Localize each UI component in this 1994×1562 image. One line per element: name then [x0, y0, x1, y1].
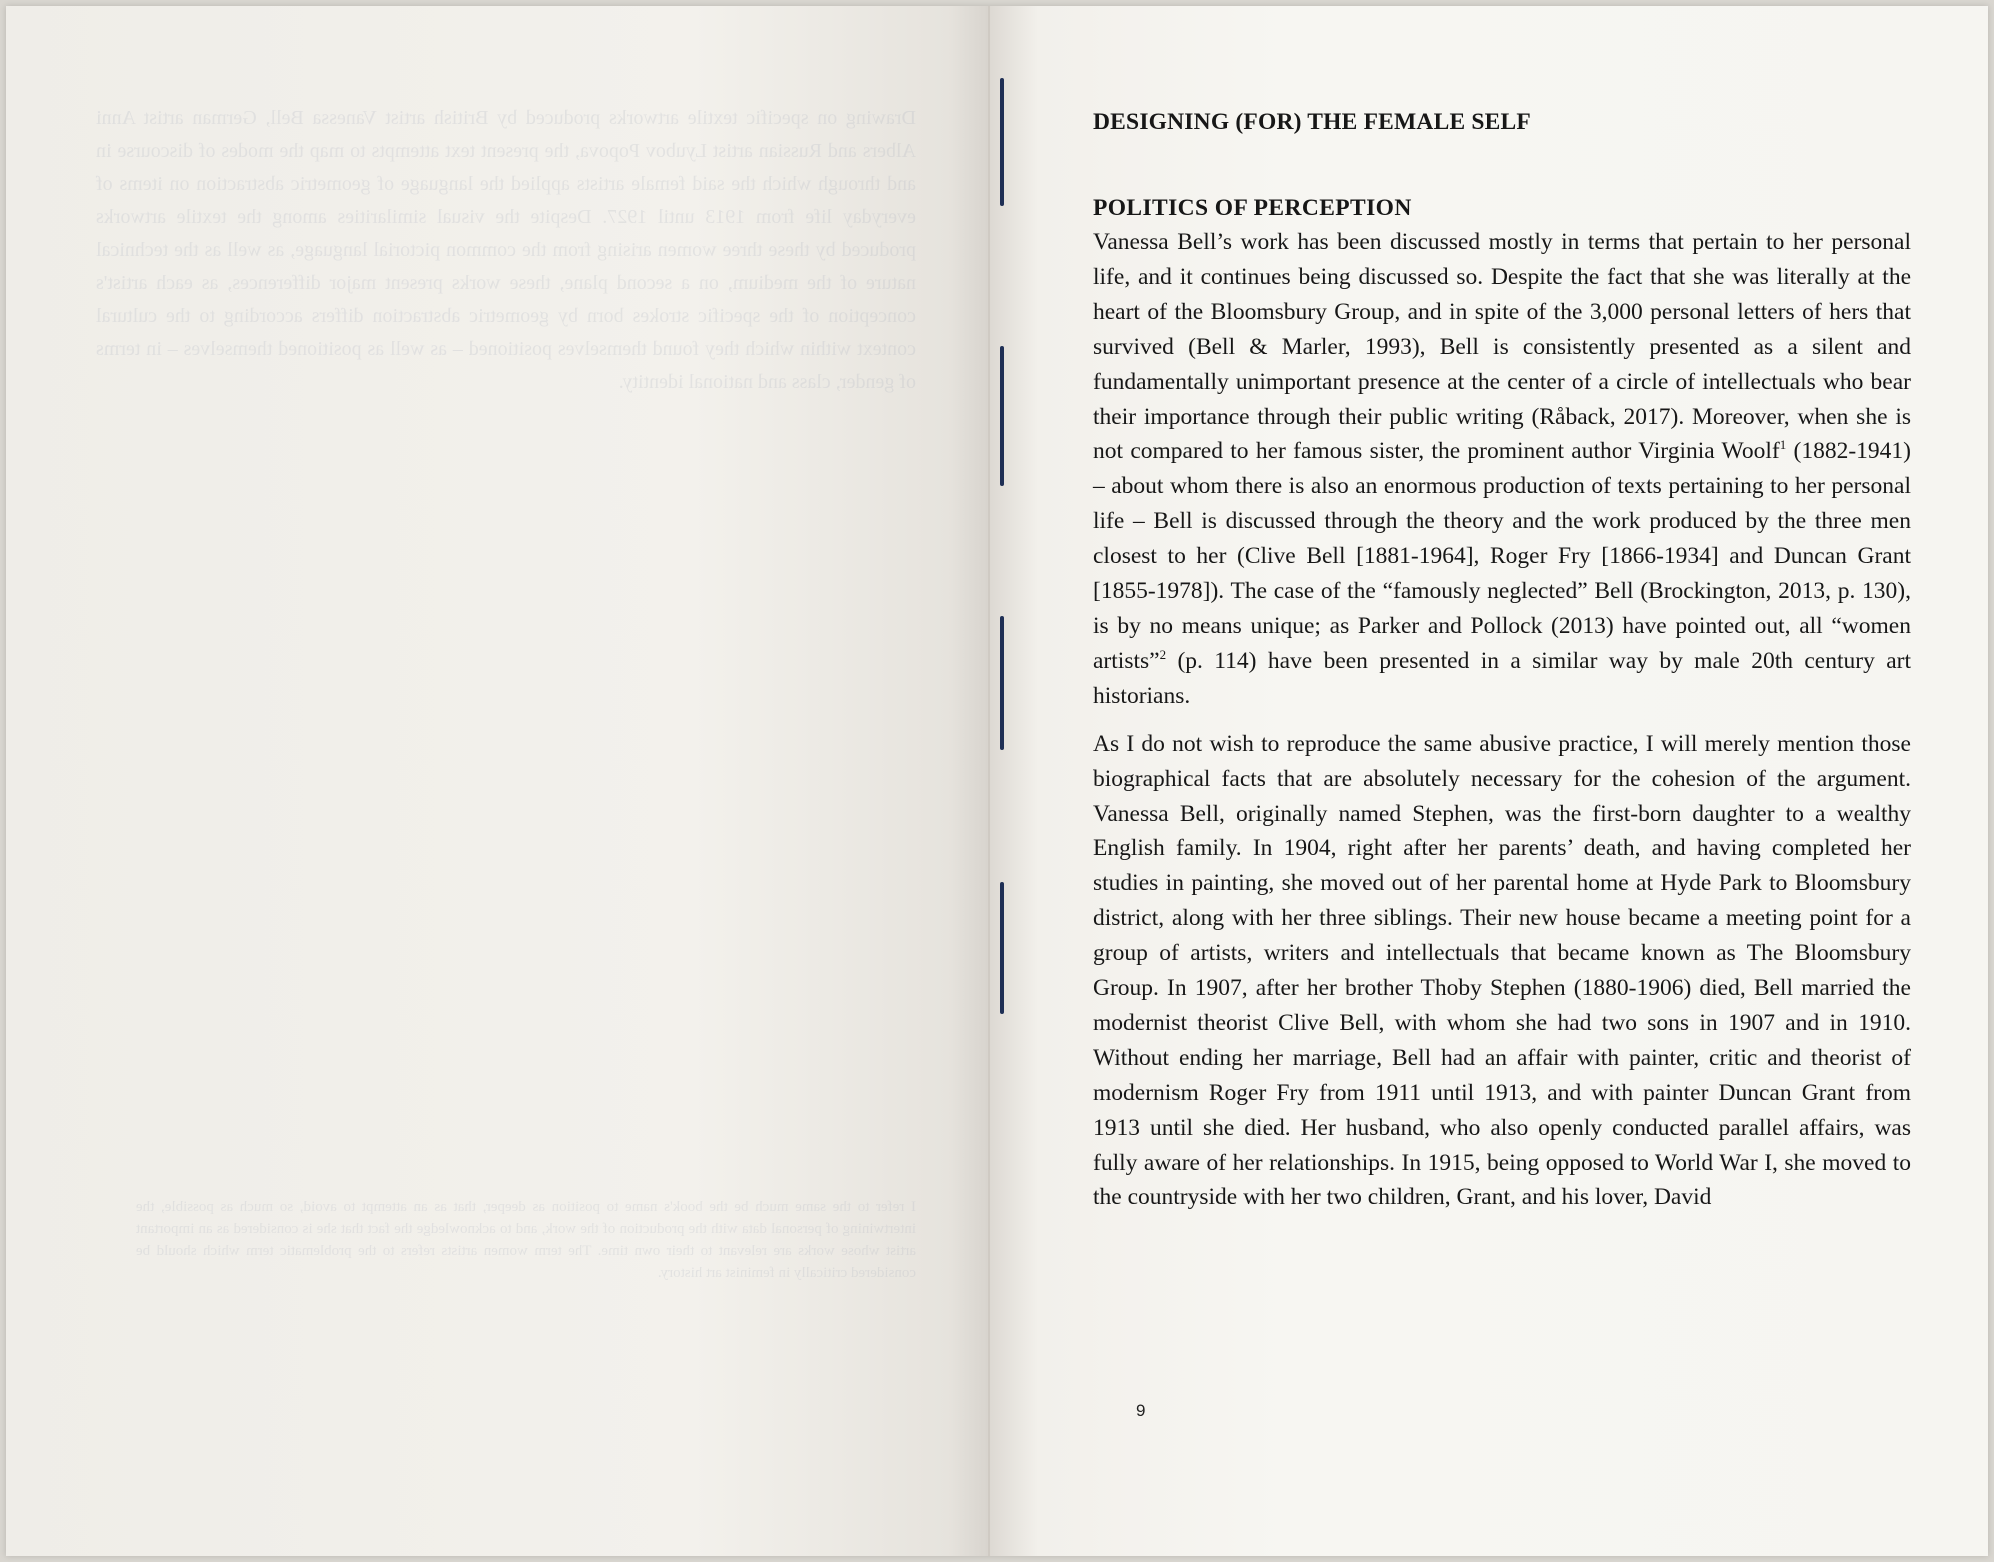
paragraph-1-part-c: (p. 114) have been presented in a similar way by male 20th century art historians.	[1093, 647, 1911, 709]
footnote-ref-2: 2	[1159, 647, 1167, 663]
book-spread	[6, 6, 1988, 1556]
book-gutter	[988, 6, 990, 1556]
binding-staple	[1000, 78, 1004, 206]
chapter-heading: DESIGNING (FOR) THE FEMALE SELF	[1093, 109, 1531, 135]
paragraph-1-part-b: (1882-1941) – about whom there is also an enormous production of texts pertaining to her personal life – Bell is discussed through the theory and the work produced by the three men closest to her (Clive Bell [1881-1964], Roger Fry [1866-1934] and Duncan Grant [1855-1978]). The case of the “famously neglected” Bell (Brockington, 2013, p. 130), is by no means unique; as Parker and Pollock (2013) have pointed out, all “women artists”	[1093, 438, 1911, 674]
show-through-footnotes: I refer to the same much be the book's name to position as deeper, that as an attempt to avoid, so much as possible, the intertwining of personal data with the production of the work, and to acknowledge the fact that she is considered as an important artist whose works are relevant to their own time. The term women artists refers to the problematic term which should be considered critically in feminist art history.	[136, 1199, 916, 1281]
paragraph-1-part-a: Vanessa Bell’s work has been discussed mostly in terms that pertain to her personal life, and it continues being discussed so. Despite the fact that she was literally at the heart of the Bloomsbury Group, and in spite of the 3,000 personal letters of hers that survived (Bell & Marler, 1993), Bell is consistently presented as a silent and fundamentally unimportant presence at the center of a circle of intellectuals who bear their importance through their public writing (Råback, 2017). Moreover, when she is not compared to her famous sister, the prominent author Virginia Woolf	[1093, 229, 1911, 465]
paragraph-1	[1093, 225, 1911, 714]
binding-staple	[1000, 346, 1004, 486]
left-page	[6, 6, 988, 1556]
binding-staple	[1000, 882, 1004, 1014]
binding-staple	[1000, 616, 1004, 750]
right-page-content	[1093, 106, 1911, 1215]
paragraph-2: As I do not wish to reproduce the same abusive practice, I will merely mention those biographical facts that are absolutely necessary for the cohesion of the argument. Vanessa Bell, originally named Stephen, was the first-born daughter to a wealthy English family. In 1904, right after her parents’ death, and having completed her studies in painting, she moved out of her parental home at Hyde Park to Bloomsbury district, along with her three siblings. Their new house became a meeting point for a group of artists, writers and intellectuals that became known as The Bloomsbury Group. In 1907, after her brother Thoby Stephen (1880-1906) died, Bell married the modernist theorist Clive Bell, with whom she had two sons in 1907 and in 1910. Without ending her marriage, Bell had an affair with painter, critic and theorist of modernism Roger Fry from 1911 until 1913, and with painter Duncan Grant from 1913 until she died. Her husband, who also openly conducted parallel affairs, was fully aware of her relationships. In 1915, being opposed to World War I, she moved to the countryside with her two children, Grant, and his lover, David	[1093, 730, 1911, 1211]
page-number: 9	[1136, 1401, 1146, 1420]
show-through-text: Drawing on specific textile artworks produced by British artist Vanessa Bell, German artist Anni Albers and Russian artist Lyubov Popova, the present text attempts to map the modes of discourse in and through which the said female artists applied the language of geometric abstraction on items of everyday life from 1913 until 1927. Despite the visual similarities among the textile artworks produced by these three women arising from the common pictorial language, as well as the technical nature of the medium, on a second plane, these works present major differences, as each artist's conception of the specific strokes born by geometric abstraction differs according to the cultural context within which they found themselves positioned – as well as positioned themselves – in terms of gender, class and national identity.	[96, 107, 916, 393]
section-heading: POLITICS OF PERCEPTION	[1093, 195, 1412, 221]
footnote-ref-1: 1	[1779, 437, 1787, 453]
